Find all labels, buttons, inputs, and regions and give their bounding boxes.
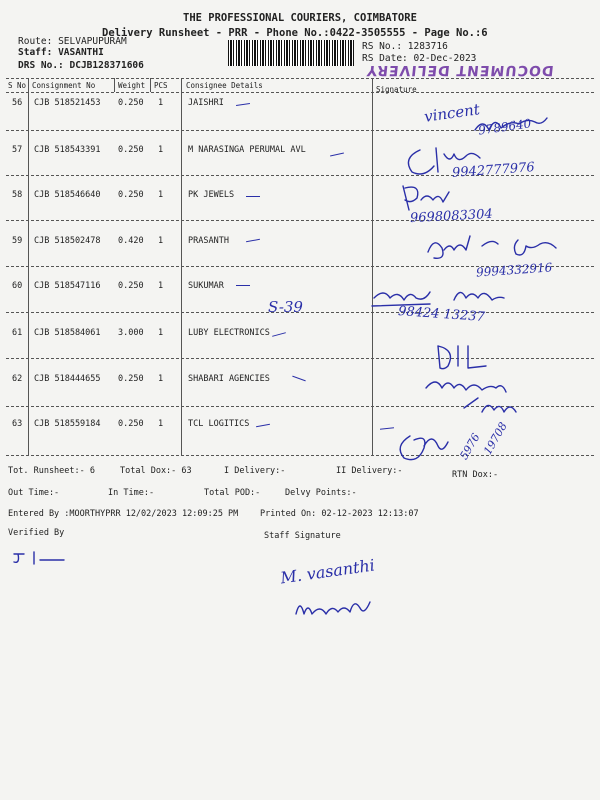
row-consignment: CJB 518546640: [34, 190, 101, 200]
drs-line: [18, 60, 144, 71]
row-consignee: TCL LOGITICS: [188, 419, 250, 429]
handwriting-note: S-39: [268, 298, 303, 316]
signature-row-62: [420, 368, 530, 418]
staff-value: VASANTHI: [58, 47, 104, 58]
row-consignee: PRASANTH: [188, 236, 229, 246]
signature-row-60: [368, 280, 568, 312]
handwriting-phone: 5976: [457, 431, 483, 462]
pen-tick: [236, 285, 250, 286]
row-sno: 57: [12, 145, 23, 155]
row-consignment: CJB 518444655: [34, 374, 101, 384]
row-consignment: CJB 518584061: [34, 328, 101, 338]
row-consignment: CJB 518543391: [34, 145, 101, 155]
handwriting-name: vincent: [423, 100, 481, 126]
row-weight: 0.250: [118, 374, 144, 384]
row-consignee: M NARASINGA PERUMAL AVL: [188, 145, 306, 155]
drs-value: DCJB128371606: [69, 60, 144, 71]
handwriting-phone: 9942777976: [451, 160, 536, 181]
barcode-image: [228, 40, 354, 66]
row-weight: 0.250: [118, 190, 144, 200]
row-sno: 56: [12, 98, 23, 108]
row-consignment: CJB 518559184: [34, 419, 101, 429]
col-sno: S No: [8, 81, 27, 90]
row-pcs: 1: [158, 419, 164, 429]
row-sno: 59: [12, 236, 23, 246]
row-pcs: 1: [158, 236, 164, 246]
runsheet-title: Delivery Runsheet - PRR - Phone No.:0422-3505555 - Page No.:6: [102, 27, 488, 39]
handwriting-phone: 98424 13237: [397, 303, 486, 326]
col-pcs: PCS: [154, 81, 168, 90]
row-sno: 62: [12, 374, 23, 384]
verified-by-label: Verified By: [8, 528, 65, 538]
out-time: Out Time:-: [8, 488, 60, 498]
handwriting-phone: 9698083304: [409, 206, 494, 227]
signature-row-63: [390, 428, 460, 468]
staff-line: [18, 47, 104, 58]
col-weight: Weight: [118, 81, 146, 90]
staff-signature: M. vasanthi: [279, 555, 376, 588]
row-sno: 60: [12, 281, 23, 291]
route-value: SELVAPUPURAM: [58, 36, 127, 47]
signature-row-56: [470, 110, 580, 140]
row-pcs: 1: [158, 328, 164, 338]
row-consignment: CJB 518547116: [34, 281, 101, 291]
row-consignee: JAISHRI: [188, 98, 224, 108]
row-consignee: SUKUMAR: [188, 281, 224, 291]
row-weight: 0.250: [118, 419, 144, 429]
col-consignee: Consignee Details: [186, 81, 263, 90]
signature-row-57: [400, 140, 510, 180]
col-signature: Signature: [376, 85, 417, 94]
row-weight: 0.250: [118, 145, 144, 155]
rs-number: RS No.: 1283716: [362, 41, 448, 52]
drs-label: DRS No.:: [18, 60, 64, 71]
rtn-dox: RTN Dox:-: [452, 470, 499, 480]
staff-label: Staff:: [18, 47, 53, 58]
row-pcs: 1: [158, 190, 164, 200]
signature-row-58: [395, 178, 465, 218]
row-pcs: 1: [158, 145, 164, 155]
row-weight: 0.250: [118, 98, 144, 108]
delvy-points: Delvy Points:-: [285, 488, 357, 498]
rs-date: RS Date: 02-Dec-2023: [362, 53, 477, 64]
pen-tick: [246, 196, 260, 197]
row-consignment: CJB 518502478: [34, 236, 101, 246]
row-consignee: PK JEWELS: [188, 190, 235, 200]
row-pcs: 1: [158, 98, 164, 108]
row-consignee: LUBY ELECTRONICS: [188, 328, 270, 338]
staff-signature-2: [290, 588, 390, 624]
ii-delivery: II Delivery:-: [336, 466, 403, 476]
row-sno: 61: [12, 328, 23, 338]
handwriting-phone: 9994332916: [475, 260, 553, 280]
route-line: [18, 36, 127, 47]
handwriting-phone: 19708: [481, 420, 510, 457]
row-weight: 0.420: [118, 236, 144, 246]
in-time: In Time:-: [108, 488, 155, 498]
i-delivery: I Delivery:-: [224, 466, 286, 476]
verifier-signature: [10, 548, 70, 568]
route-label: Route:: [18, 36, 53, 47]
entered-by: Entered By :MOORTHYPRR 12/02/2023 12:09:25 PM: [8, 509, 239, 519]
printed-on: Printed On: 02-12-2023 12:13:07: [260, 509, 419, 519]
row-sno: 58: [12, 190, 23, 200]
row-consignee: SHABARI AGENCIES: [188, 374, 270, 384]
signature-row-59: [422, 232, 572, 268]
col-consignment: Consignment No: [32, 81, 96, 90]
total-dox: Total Dox:- 63: [120, 466, 192, 476]
row-weight: 0.250: [118, 281, 144, 291]
row-sno: 63: [12, 419, 23, 429]
tot-runsheet: Tot. Runsheet:- 6: [8, 466, 95, 476]
staff-signature-label: Staff Signature: [264, 531, 341, 541]
total-pod: Total POD:-: [204, 488, 261, 498]
company-name: THE PROFESSIONAL COURIERS, COIMBATORE: [183, 12, 417, 24]
handwriting-phone: 9789640: [477, 116, 533, 138]
row-pcs: 1: [158, 374, 164, 384]
delivery-stamp: DOCUMENT DELIVERY: [365, 62, 555, 78]
row-pcs: 1: [158, 281, 164, 291]
row-consignment: CJB 518521453: [34, 98, 101, 108]
row-weight: 3.000: [118, 328, 144, 338]
